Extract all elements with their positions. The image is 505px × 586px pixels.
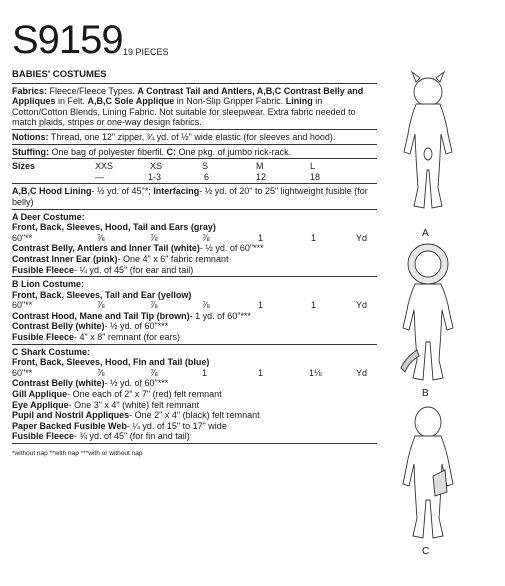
divider <box>12 209 377 210</box>
item-label: Contrast Belly (white) <box>12 321 105 332</box>
item-text: - ½ yd. of 60"*** <box>104 321 169 332</box>
header <box>12 20 123 60</box>
fabrics-text-0: Fleece/Fleece Types. <box>47 85 138 96</box>
yardage-value: 1 <box>311 300 317 311</box>
divider <box>12 344 377 345</box>
section-item <box>12 243 377 254</box>
section-item <box>12 378 377 389</box>
section-item <box>12 400 377 411</box>
section-main-label: Front, Back, Sleeves, Hood, Fin and Tail (blue) <box>12 357 210 368</box>
section-main-label: Front, Back, Sleeves, Hood, Tail and Ears (gray) <box>12 222 216 233</box>
size-name: M <box>256 161 264 172</box>
yardage-value: ⅞ <box>150 367 158 378</box>
item-label: Eye Applique <box>12 399 69 410</box>
shark-costume-illustration <box>395 400 461 545</box>
section-main-label: Front, Back, Sleeves, Tail and Ear (yellow) <box>12 289 192 300</box>
item-label: Fusible Fleece <box>12 332 75 343</box>
fabrics-paragraph <box>12 86 377 128</box>
interfacing-text: - ½ yd. of 20" to 25" lightweight fusible (for belly) <box>12 186 368 207</box>
deer-costume-illustration <box>398 70 458 220</box>
item-label: Paper Backed Fusible Web <box>12 420 127 431</box>
section-shark <box>12 347 377 442</box>
size-name: XXS <box>95 161 114 172</box>
item-label: Contrast Belly (white) <box>12 378 105 389</box>
size-value: 18 <box>310 171 321 182</box>
yardage-value: 1 <box>202 367 208 378</box>
yardage-value: 1⅛ <box>309 367 322 378</box>
figure-label-c: C <box>422 546 430 557</box>
section-deer <box>12 212 377 276</box>
section-item <box>12 332 377 343</box>
yardage-value: ⅞ <box>97 367 105 378</box>
size-value: 12 <box>256 171 267 182</box>
pattern-number: S9159 <box>12 18 123 62</box>
stuffing-c-text: One pkg. of jumbo rick-rack. <box>176 146 292 157</box>
yardage-unit: Yd <box>356 232 368 243</box>
hood-lining-line <box>12 186 377 207</box>
section-title: B Lion Costume: <box>12 279 84 290</box>
item-text: - ¼ yd. of 45" (for ear and tail) <box>74 264 194 275</box>
notions-text: Thread, one 12" zipper, ¾ yd. of ½" wide elastic (for sleeves and hood). <box>48 131 336 142</box>
item-label: Fusible Fleece <box>12 431 75 442</box>
item-text: - One 3" x 4" (white) felt remnant <box>68 399 200 410</box>
item-text: - One 2" x 4" (black) felt remnant <box>129 410 260 421</box>
hood-lining-text: - ½ yd. of 45"*; <box>91 186 154 197</box>
yardage-unit: Yd <box>356 300 368 311</box>
item-text: - ½ yd. of 60"*** <box>199 243 264 254</box>
interfacing-label: Interfacing <box>153 186 200 197</box>
item-text: - ½ yd. of 60"*** <box>104 378 169 389</box>
costume-title: BABIES' COSTUMES <box>12 69 107 80</box>
yardage-value: 1 <box>258 367 264 378</box>
size-name: S <box>202 161 209 172</box>
item-label: Gill Applique <box>12 389 68 400</box>
fabrics-text-3: A,B,C Sole Applique <box>87 96 175 107</box>
yardage-value: ⅞ <box>150 232 158 243</box>
yardage-value: ⅞ <box>202 300 210 311</box>
section-item <box>12 254 377 265</box>
item-label: Fusible Fleece <box>12 264 75 275</box>
yardage-chart <box>12 70 377 460</box>
fabrics-text-4: in Non-Slip Gripper Fabric. <box>174 96 286 107</box>
section-item <box>12 410 377 421</box>
fabrics-text-5: Lining <box>285 96 313 107</box>
fabrics-label: Fabrics: <box>12 85 48 96</box>
yardage-value: 1 <box>258 232 264 243</box>
fabrics-text-2: in Felt. <box>55 96 88 107</box>
item-label: Pupil and Nostril Appliques <box>12 410 130 421</box>
fabrics-text-6: in Cotton/Cotton Blends, Lining Fabric. Not suitable for sleepwear. Extra fabric needed to match plaids, stripes or one-way design fabrics. <box>12 96 356 128</box>
section-item <box>12 389 377 400</box>
item-text: - One each of 2" x 7" (red) felt remnant <box>67 389 222 400</box>
item-text: - 1 yd. of 60"*** <box>189 310 251 321</box>
divider <box>12 183 377 184</box>
yardage-value: ⅞ <box>202 232 210 243</box>
section-lion <box>12 279 377 343</box>
stuffing-line <box>12 147 377 158</box>
section-title: A Deer Costume: <box>12 211 85 222</box>
divider <box>12 276 377 277</box>
item-label: Contrast Hood, Mane and Tail Tip (brown) <box>12 310 190 321</box>
stuffing-label: Stuffing: <box>12 146 49 157</box>
fabric-width: 60"** <box>12 232 33 243</box>
item-text: - 4" x 8" remnant (for ears) <box>74 332 180 343</box>
yardage-value: 1 <box>258 300 264 311</box>
section-item <box>12 265 377 276</box>
size-name: XS <box>150 161 163 172</box>
figure-label-a: A <box>422 228 429 239</box>
section-item <box>12 431 377 442</box>
size-value: 1-3 <box>148 171 162 182</box>
footnote: *without nap **with nap ***with or without nap <box>12 450 143 457</box>
yardage-value: ⅞ <box>97 232 105 243</box>
size-value: 6 <box>204 171 210 182</box>
section-item <box>12 311 377 322</box>
hood-lining-label: A,B,C Hood Lining <box>12 186 92 197</box>
fabric-width: 60"** <box>12 367 33 378</box>
sizes-label: Sizes <box>12 161 36 172</box>
fabrics-text-1: A Contrast Tail and Antlers, A,B,C Contrast Belly and Appliques <box>12 85 364 107</box>
notions-label: Notions: <box>12 131 49 142</box>
sizes-row <box>12 161 377 172</box>
section-item <box>12 321 377 332</box>
lion-costume-illustration <box>395 240 461 385</box>
fabric-width: 60"** <box>12 300 33 311</box>
section-title: C Shark Costume: <box>12 346 91 357</box>
item-label: Contrast Belly, Antlers and Inner Tail (white) <box>12 243 200 254</box>
item-text: - ¼ yd. of 15" to 17" wide <box>126 420 227 431</box>
size-name: L <box>310 161 316 172</box>
yardage-unit: Yd <box>356 367 368 378</box>
yardage-row <box>12 300 377 311</box>
divider <box>12 129 377 130</box>
yardage-value: ⅞ <box>97 300 105 311</box>
yardage-value: ⅞ <box>150 300 158 311</box>
divider <box>12 158 377 159</box>
notions-line <box>12 132 377 143</box>
size-value: — <box>95 171 104 182</box>
stuffing-text: One bag of polyester fiberfil. <box>48 146 167 157</box>
yardage-value: 1 <box>311 232 317 243</box>
yardage-row <box>12 368 377 379</box>
item-text: - One 4" x 6" fabric remnant <box>117 253 229 264</box>
section-item <box>12 421 377 432</box>
item-text: - ⅜ yd. of 45" (for fin and tail) <box>74 431 190 442</box>
figure-label-b: B <box>422 388 429 399</box>
sizes-values-row <box>12 172 377 183</box>
divider <box>12 443 377 444</box>
pieces-count: 19 PIECES <box>123 47 169 57</box>
stuffing-c-label: C: <box>166 146 177 157</box>
yardage-row <box>12 233 377 244</box>
divider <box>12 83 377 84</box>
divider <box>12 144 377 145</box>
item-label: Contrast Inner Ear (pink) <box>12 253 118 264</box>
